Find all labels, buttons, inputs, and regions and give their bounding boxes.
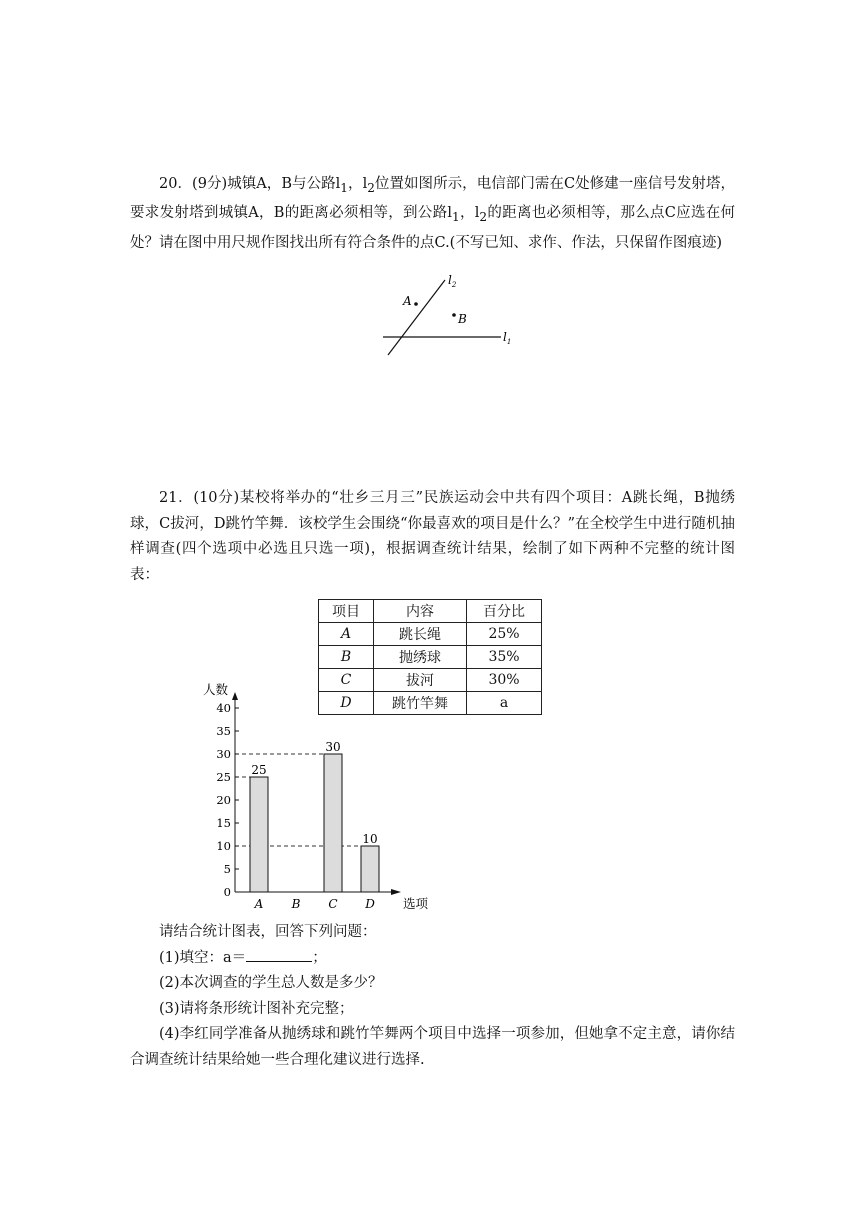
y-tick-label: 10 [216,839,231,853]
y-axis-arrow [232,692,238,700]
y-tick-label: 40 [216,701,231,715]
label-b: B [458,312,467,326]
town-a-point [414,302,418,306]
table-cell: 35% [467,646,542,669]
table-row [319,623,542,646]
table-cell: 抛绣球 [374,646,467,669]
y-tick-label: 5 [223,862,231,876]
table-cell: C [319,669,374,692]
x-axis-title: 选项 [403,896,429,911]
y-tick-label: 35 [216,724,231,738]
question-20 [130,172,735,256]
road-l2-line [388,280,445,355]
table-cell: 跳竹竿舞 [374,692,467,715]
bar [250,777,268,892]
y-axis-title: 人数 [203,682,229,697]
sub-question-3: (3)请将条形统计图补充完整； [159,1000,354,1017]
answer-blank [246,947,312,962]
label-l1: $l_1$ [503,330,512,346]
instruction-text: 请结合统计图表，回答下列问题： [159,924,377,940]
table-row [319,646,542,669]
x-tick-label: D [365,897,375,911]
bar [361,846,379,892]
table-cell: a [467,692,542,715]
table-header: 百分比 [467,600,542,623]
x-tick-label: A [254,897,264,911]
sub-question-2: (2)本次调查的学生总人数是多少？ [159,975,383,991]
table-cell: 跳长绳 [374,623,467,646]
x-tick-label: B [291,897,301,911]
table-cell: 拔河 [374,669,467,692]
table-header-row [319,600,542,623]
y-tick-label: 20 [216,793,231,807]
label-l2: $l_2$ [448,273,457,289]
bar [324,754,342,892]
data-label: 10 [362,832,378,846]
sub-question-4: (4)李红同学准备从抛绣球和跳竹竿舞两个项目中选择一项参加，但她拿不定主意，请你结合调查统计结果给她一些合理化建议进行选择. [130,1026,735,1068]
y-tick-label: 0 [223,885,231,899]
y-tick-label: 25 [216,770,231,784]
data-label: 25 [251,763,267,777]
table-cell: 25% [467,623,542,646]
table-header: 内容 [374,600,467,623]
table-row [319,692,542,715]
data-label: 30 [325,740,341,754]
y-tick-label: 15 [216,816,231,830]
table-cell: A [319,623,374,646]
question-21-text: 21．(10分)某校将举办的“壮乡三月三”民族运动会中共有四个项目：A跳长绳，B抛绣球，C拔河，D跳竹竿舞．该校学生会围绕“你最喜欢的项目是什么？”在全校学生中进行随机抽样调查(四个选项中必选且只选一项)，根据调查统计结果，绘制了如下两种不完整的统计图表： [130,490,735,583]
label-a: A [403,294,412,308]
y-tick-label: 30 [216,747,231,761]
question-21 [130,486,735,588]
town-b-point [452,313,456,317]
x-axis-arrow [391,889,401,895]
stats-table [318,599,542,715]
question-20-text: 20．(9分)城镇A，B与公路$l_1$，$l_2$位置如图所示，电信部门需在C处修建一座信号发射塔，要求发射塔到城镇A，B的距离必须相等，到公路$l_1$，$l_2$的距离也必须相等，那么点C应选在何处？请在图中用尺规作图找出所有符合条件的点C.(不写已知、求作、作法，只保留作图痕迹) [130,176,736,251]
table-cell: B [319,646,374,669]
table-header: 项目 [319,600,374,623]
x-tick-label: C [328,897,338,911]
sub-question-1: (1)填空：a＝ ； [130,946,735,972]
sub-questions [130,920,735,1073]
table-cell: 30% [467,669,542,692]
geometry-figure [375,268,525,358]
table-cell: D [319,692,374,715]
table-row [319,669,542,692]
